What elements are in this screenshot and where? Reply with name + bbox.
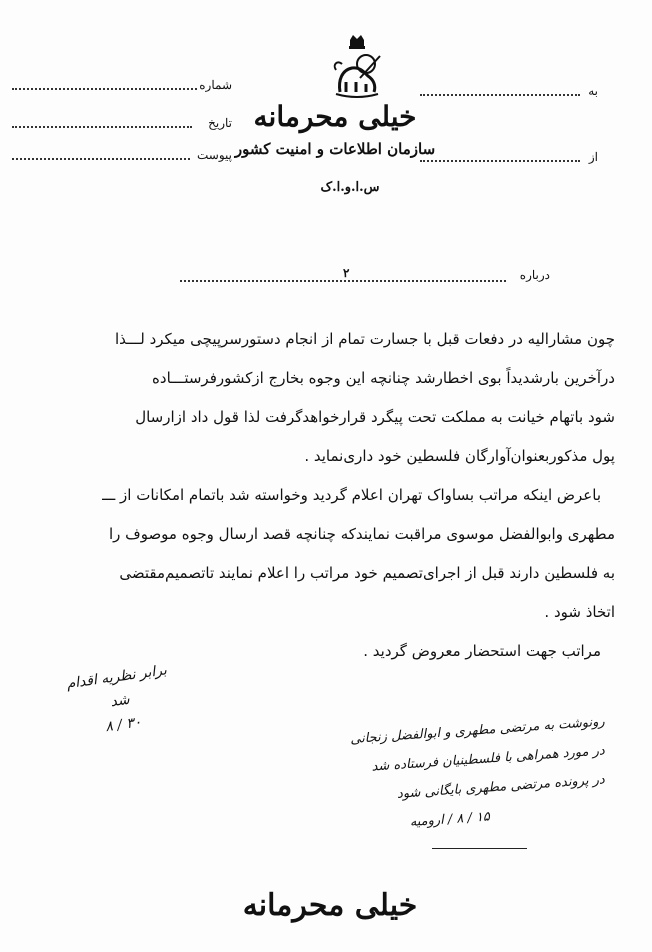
body-line: درآخرین بارشدیداً بوی اخطارشد چنانچه این وجوه بخارج ازکشورفرستـــاده	[152, 369, 615, 387]
sender-line	[420, 160, 580, 162]
body-line: چون مشارالیه در دفعات قبل با جسارت تمام از انجام دستورسرپیچی میکرد لـــذا	[115, 330, 615, 348]
sender-label: از	[588, 150, 598, 164]
body-line: شود باتهام خیانت به مملکت تحت پیگرد قرارخواهدگرفت لذا قول داد ازارسال	[135, 408, 615, 426]
body-line: پول مذکوربعنوان‌آوارگان فلسطین خود داری‌نماید .	[304, 447, 615, 465]
body-line: مراتب جهت استحضار معروض گردید .	[363, 642, 601, 660]
sender-field	[420, 150, 598, 168]
letter-body	[40, 320, 615, 671]
footer-classification-stamp: خیلی محرمانه	[242, 888, 418, 923]
handwritten-date: ۱۵ / ۸ / ارومیه	[409, 809, 491, 830]
date-line	[12, 126, 192, 128]
recipient-field	[420, 84, 598, 102]
classification-stamp: خیلی محرمانه	[253, 100, 417, 133]
subject-line	[180, 280, 506, 282]
attachment-line	[12, 158, 190, 160]
handwritten-line: در مورد همراهی با فلسطینیان فرستاده شد	[371, 743, 606, 775]
signature-underline	[432, 848, 527, 849]
attachment-label: پیوست	[197, 148, 232, 162]
body-line: به فلسطین دارند قبل از اجرای‌تصمیم خود مراتب را اعلام نمایند تاتصمیم‌مقتضی	[119, 564, 615, 582]
subject-number: ۲	[340, 266, 352, 280]
lion-and-sun-emblem	[330, 34, 384, 100]
subject-label: درباره	[519, 268, 550, 282]
organization-code: س.ا.و.ا.ک	[320, 180, 380, 195]
date-label: تاریخ	[208, 116, 232, 130]
recipient-label: به	[588, 84, 598, 98]
body-line: مطهری وابوالفضل موسوی مراقبت نمایندکه چنانچه قصد ارسال وجوه موصوف را	[108, 525, 615, 543]
handwritten-line: در پرونده مرتضی مطهری بایگانی شود	[396, 772, 606, 802]
handwritten-note-right	[300, 714, 606, 834]
body-line: اتخاذ شود .	[544, 603, 615, 621]
handwritten-note-left	[56, 657, 185, 745]
handwritten-line: رونوشت به مرتضی مطهری و ابوالفضل زنجانی	[349, 714, 606, 748]
number-line	[12, 88, 197, 90]
date-field	[12, 116, 232, 134]
number-field	[12, 78, 232, 96]
subject-field	[180, 268, 550, 286]
organization-stamp: سازمان اطلاعات و امنیت کشور	[234, 140, 436, 158]
handwritten-line: برابر نظریه اقدام شد	[65, 662, 168, 711]
number-label: شماره	[199, 78, 232, 92]
body-line: باعرض اینکه مراتب بساواک تهران اعلام گردید وخواسته شد باتمام امکانات از ـــ	[102, 486, 601, 504]
handwritten-date: ۳۰ / ۸	[104, 714, 143, 736]
recipient-line	[420, 94, 580, 96]
attachment-field	[12, 148, 232, 166]
